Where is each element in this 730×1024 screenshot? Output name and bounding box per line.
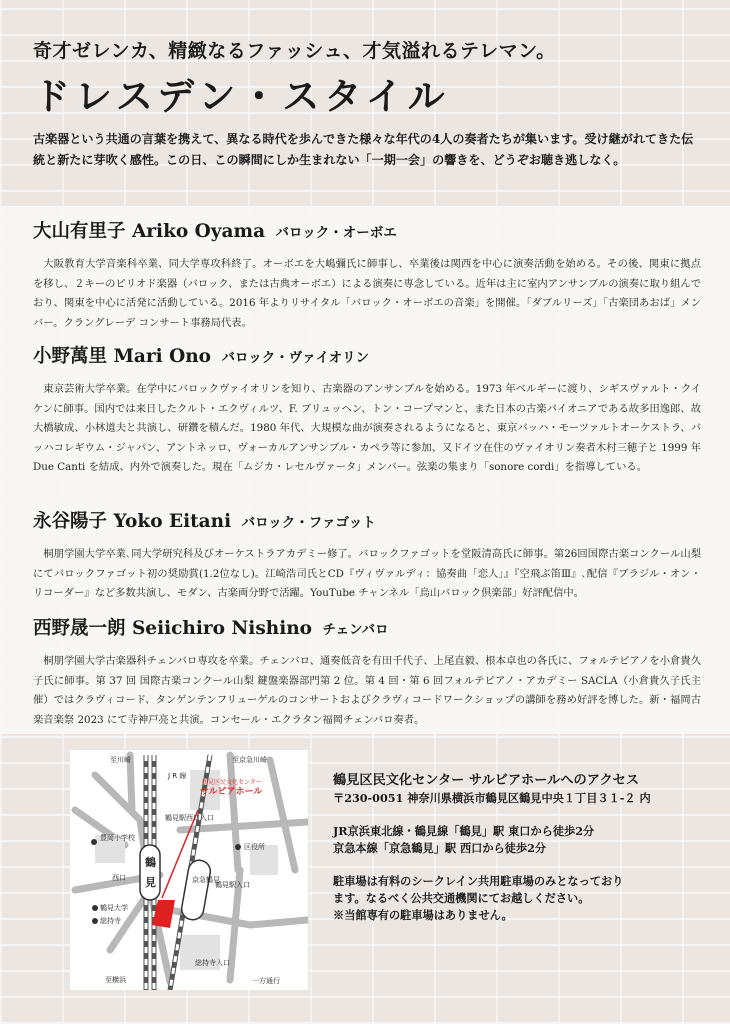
map-label-one-way: 一方通行: [252, 977, 280, 985]
performer-name: 小野萬里 Mari Ono: [33, 346, 212, 367]
performer-name: 西野晟一朗 Seiichiro Nishino: [33, 618, 313, 639]
performer-bios-panel: [0, 206, 730, 734]
parking-note-2: ます。なるべく公共交通機関にてお越しください。: [333, 891, 590, 905]
jr-station: [140, 845, 160, 900]
access-address: 〒230-0051 神奈川県横浜市鶴見区鶴見中央１丁目３１-２ 内: [333, 791, 651, 805]
map-label-toyooka: 豊岡小学校: [100, 834, 135, 842]
map-label-venue-small: 鶴見区民文化センター: [202, 779, 262, 786]
performer-role: バロック・オーボエ: [275, 225, 397, 241]
access-title: 鶴見区民文化センター サルビアホールへのアクセス: [333, 773, 640, 788]
parking-note-3: ※当館専有の駐車場はありません。: [333, 908, 513, 922]
access-route-keikyu: 京急本線「京急鶴見」駅 西口から徒歩2分: [333, 841, 547, 855]
performer-description: 桐朋学園大学卒業､同大学研究科及びオーケストラアカデミー修了。バロックファゴットを堂阪清高氏に師事。第26回国際古楽コンクール山梨にてバロックファゴット初の奨励賞(1.2位なし)。江崎浩司氏とCD『ヴィヴァルディ：協奏曲「恋人」』『空飛ぶ笛Ⅲ』､配信『ブラジル・オン・リコーダー』など多数共演し、モダン、古楽両分野で活躍。YouTube チャンネル「烏山バロック倶楽部」好評配信中。: [33, 548, 701, 599]
map-label-yokohama: 至横浜: [105, 976, 126, 984]
performer-bio: [33, 617, 701, 730]
performer-bio: [33, 345, 701, 478]
tagline: 奇才ゼレンカ、精緻なるファッシュ、才気溢れるテレマン。: [33, 40, 556, 62]
parking-note-1: 駐車場は有料のシークレイン共用駐車場のみとなっており: [333, 874, 624, 888]
performer-description: 大阪教育大学音楽科卒業、同大学専攻科終了。オーボエを大嶋彌氏に師事し、卒業後は関西を中心に演奏活動を始める。その後、関東に拠点を移し、２キーのピリオド楽器（バロック、または古典オーボエ）による演奏に専念している。近年は主に室内アンサンブルの演奏に取り組んでおり、関東を中心に活発に活動している。2016 年よりリサイタル「バロック・オーボエの音楽」を開催。「ダブルリーズ」「古楽団あおば」メンバー。クラングレーデ コンサート事務局代表。: [33, 258, 701, 329]
map-graphic: [70, 750, 308, 990]
map-label-jr-entrance: 鶴見駅西口入口: [165, 814, 214, 822]
performer-heading: [33, 510, 701, 535]
access-map: [70, 750, 308, 990]
performer-role: バロック・ファゴット: [241, 515, 376, 531]
map-label-kawasaki: 至川崎: [110, 756, 131, 764]
performer-bio: [33, 220, 701, 333]
keikyu-station: [180, 859, 212, 922]
map-label-west-exit: 西口: [112, 874, 126, 882]
performer-description: 桐朋学園大学古楽器科チェンバロ専攻を卒業。チェンバロ、通奏低音を有田千代子、上尾直毅、根本卓也の各氏に、フォルテピアノを小倉貴久子氏に師事。第 37 回 国際古楽コンクール山梨 鍵盤楽器部門第 2 位。第 4 回・第 6 回フォルテピアノ・アカデミー SACLA（小倉貴久子氏主催）ではクラヴィコード、タンゲンテンフリューゲルのコンサートおよびクラヴィコードワークショップの講師を務め好評を博した。新・福岡古楽音楽祭 2023 にて寺神戸亮と共演。コンセール・エクラタン福岡チェンバロ奏者。: [33, 655, 701, 726]
map-label-temple: 総持寺: [100, 917, 121, 925]
performer-name: 大山有里子 Ariko Oyama: [33, 221, 266, 242]
map-label-keikyu-entrance: 鶴見駅入口: [215, 881, 250, 889]
map-label-sojiji-entrance: 総持寺入口: [195, 959, 230, 967]
map-label-station-mi: 見: [145, 876, 156, 889]
performer-name: 永谷陽子 Yoko Eitani: [33, 511, 232, 532]
performer-heading: [33, 345, 701, 370]
map-label-keikyu-kawasaki: 至京急川崎: [232, 756, 267, 764]
performer-role: チェンバロ: [322, 622, 389, 638]
page-title: ドレスデン・スタイル: [33, 74, 450, 118]
access-route-jr: JR京浜東北線・鶴見線「鶴見」駅 東口から徒歩2分: [333, 824, 595, 838]
map-label-university: 鶴見大学: [100, 904, 128, 912]
map-label-station-tsu: 鶴: [145, 856, 156, 869]
performer-role: バロック・ヴァイオリン: [221, 350, 370, 366]
performer-description: 東京芸術大学卒業。在学中にバロックヴァイオリンを知り、古楽器のアンサンブルを始める。1973 年ベルギーに渡り、シギスヴァルト・クイケンに師事。国内では来日したクルト・エクヴィルツ、F. ブリュッヘン、トン・コープマンと、また日本の古楽パイオニアである故多田逸郎、故大橋敏成、小林道夫と共演し、研鑽を積んだ。1980 年代、大規模な曲が演奏されるようになると、東京バッハ・モーツァルトオーケストラ、バッハコレギウム・ジャパン、アントネッロ、ヴォーカルアンサンブル・カペラ等に参加、又ドイツ在住のヴァイオリン奏者木村三穂子と 1999 年 Due Canti を結成、内外で演奏した。現在「ムジカ・レセルヴァータ」メンバー。弦楽の集まり「sonore cordi」を指導している。: [33, 383, 701, 473]
performer-heading: [33, 617, 701, 642]
header: [0, 0, 730, 206]
performer-bio: [33, 510, 701, 604]
performer-heading: [33, 220, 701, 245]
intro-text: 古楽器という共通の言葉を携えて、異なる時代を歩んできた様々な年代の4人の奏者たちが集います。受け継がれてきた伝統と新たに芽吹く感性。この日、この瞬間にしか生まれない「一期一会」の響きを、どうぞお聴き逃しなく。: [33, 132, 694, 167]
access-info: [333, 772, 703, 924]
map-label-ward-office: 区役所: [244, 843, 265, 851]
map-label-venue-big: サルビアホール: [200, 787, 263, 797]
map-label-keikyu-station: 京急鶴見: [192, 876, 220, 884]
map-label-jr: J R 線: [168, 772, 187, 780]
